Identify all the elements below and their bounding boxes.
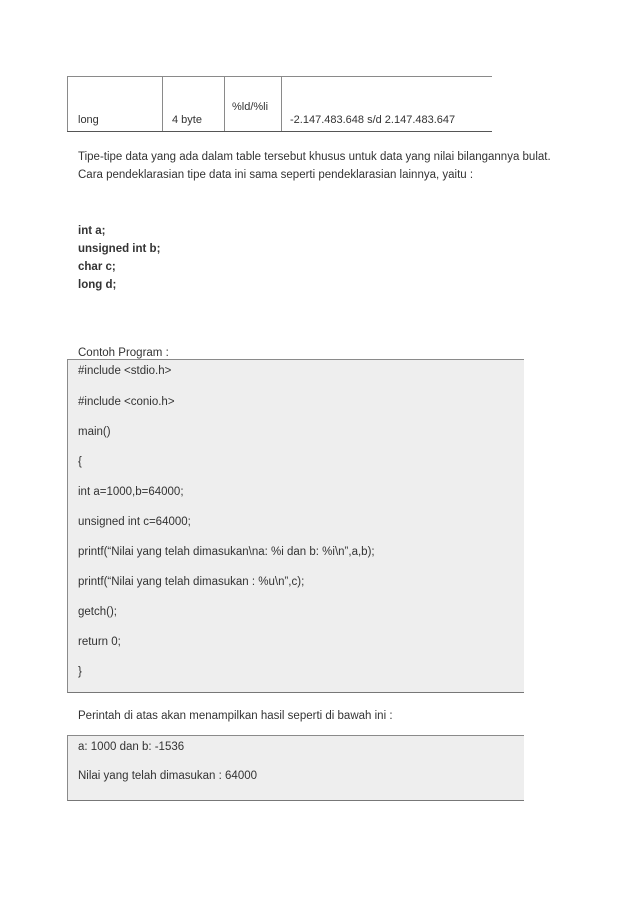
table-cell-range [281,77,493,131]
intro-paragraph [78,148,578,184]
table-cell-size [162,77,225,131]
intro-line-1: Tipe-tipe data yang ada dalam table tersebut khusus untuk data yang nilai bilangannya bulat. [78,151,551,163]
declaration-list [78,222,160,294]
code-line: #include <conio.h> [78,396,175,408]
code-line: unsigned int c=64000; [78,516,191,528]
output-line: Nilai yang telah dimasukan : 64000 [78,770,258,782]
declaration-line: char c; [78,261,116,273]
format-specifier: %ld/%li [232,101,269,113]
table-cell-type [67,77,163,131]
declaration-line: int a; [78,225,106,237]
example-label: Contoh Program : [78,347,169,359]
code-line: printf(“Nilai yang telah dimasukan\na: %i dan b: %i\n”,a,b); [78,546,375,558]
code-line: main() [78,426,111,438]
code-line: } [78,666,82,678]
code-line: { [78,456,82,468]
program-code-block [67,359,524,693]
declaration-line: unsigned int b; [78,243,161,255]
output-line: a: 1000 dan b: -1536 [78,741,185,753]
type-size: 4 byte [172,114,202,126]
code-line: getch(); [78,606,117,618]
code-line: printf(“Nilai yang telah dimasukan : %u\n”,c); [78,576,305,588]
declaration-line: long d; [78,279,117,291]
code-line: int a=1000,b=64000; [78,486,184,498]
table-cell-format [224,77,282,131]
data-type-table [67,76,492,132]
intro-line-2: Cara pendeklarasian tipe data ini sama seperti pendeklarasian lainnya, yaitu : [78,169,474,181]
output-label: Perintah di atas akan menampilkan hasil seperti di bawah ini : [78,710,393,722]
code-line: return 0; [78,636,121,648]
type-name: long [78,114,99,126]
output-block [67,735,524,801]
value-range: -2.147.483.648 s/d 2.147.483.647 [290,114,456,126]
code-line: #include <stdio.h> [78,365,172,377]
